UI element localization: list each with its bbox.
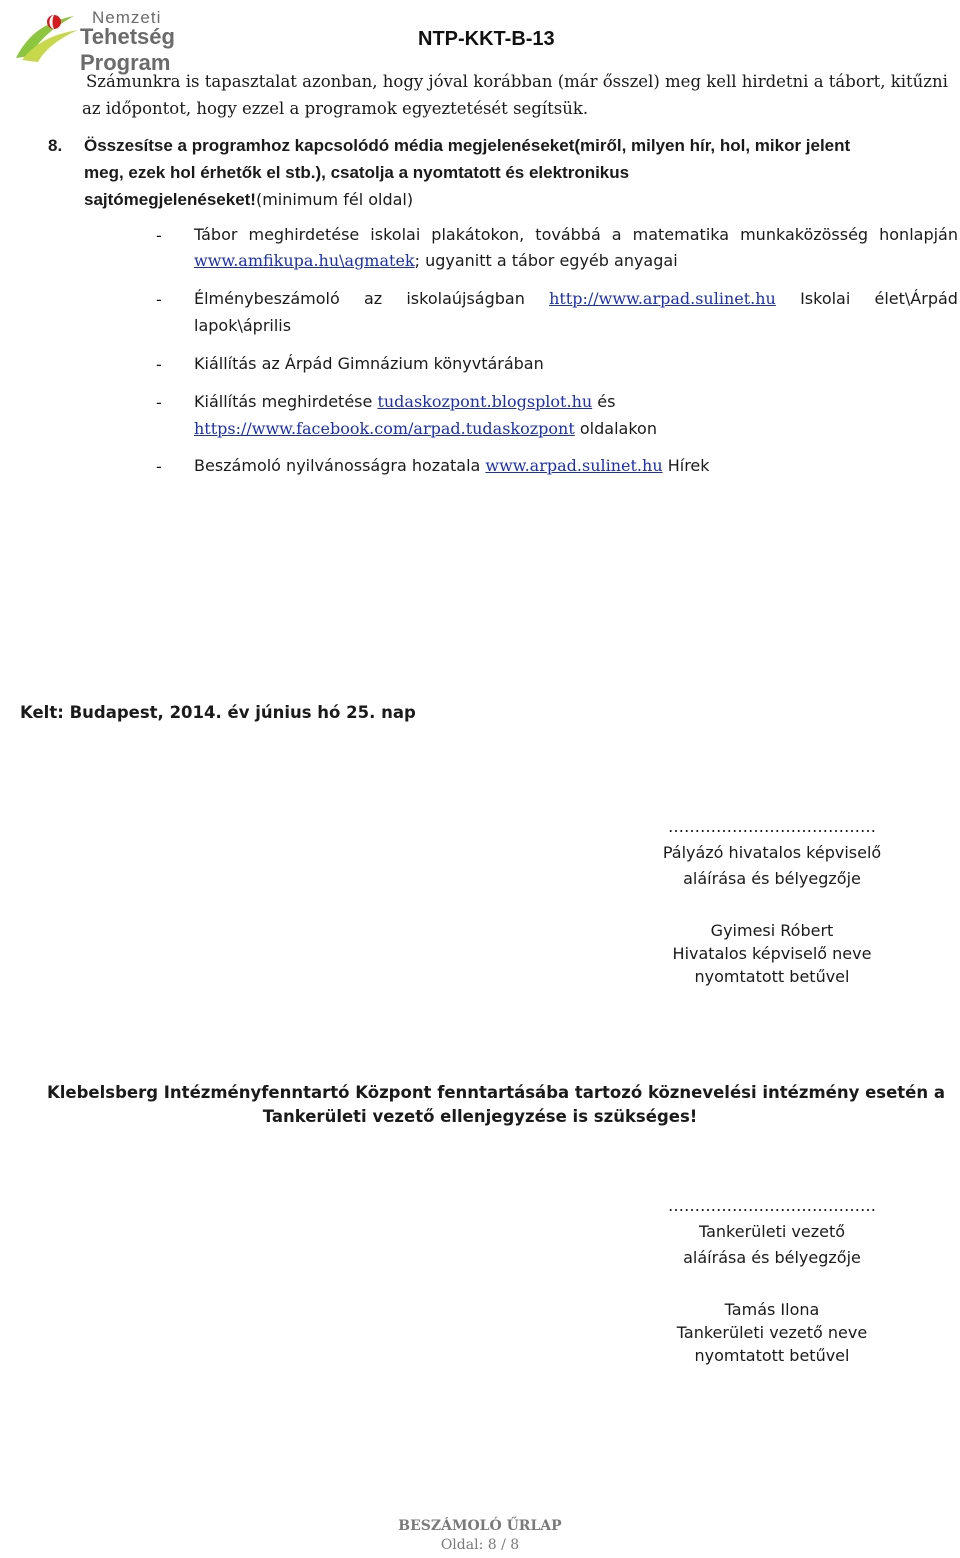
arpad-sulinet-link[interactable]: http://www.arpad.sulinet.hu: [549, 289, 776, 308]
facebook-link[interactable]: https://www.facebook.com/arpad.tudaskozpont: [194, 419, 575, 438]
bullet-4-lead: Kiállítás meghirdetése: [194, 392, 378, 411]
district-leader-role-note: nyomtatott betűvel: [694, 1346, 850, 1365]
question-line-1: Összesítse a programhoz kapcsolódó média megjelenéseket(miről, milyen hír, hol, mikor jelent: [84, 136, 851, 155]
question-line-3-bold: sajtómegjelenéseket!: [84, 190, 256, 209]
footer-page-number: Oldal: 8 / 8: [440, 1537, 520, 1553]
signature-label-2: aláírása és bélyegzője: [683, 1248, 861, 1267]
representative-role: Hivatalos képviselő neve: [672, 944, 872, 963]
bullet-3-text: Kiállítás az Árpád Gimnázium könyvtárában: [194, 354, 544, 373]
bullet-5-lead: Beszámoló nyilvánosságra hozatala: [194, 456, 486, 475]
bullet-2-word-1: Élménybeszámoló: [194, 289, 340, 308]
footer-title: BESZÁMOLÓ ŰRLAP: [398, 1518, 562, 1534]
signature-dots: …………………………………: [668, 817, 876, 836]
signature-label-1: Tankerületi vezető: [698, 1222, 846, 1241]
logo-text-line2: Tehetség Program: [80, 24, 175, 75]
bullet-2-line-2: lapok\április: [194, 316, 292, 335]
question-number: 8.: [48, 136, 63, 155]
date-line: Kelt: Budapest, 2014. év június hó 25. nap: [20, 703, 416, 722]
bullet-2-line-1: [194, 286, 958, 312]
representative-name: Gyimesi Róbert: [710, 921, 834, 940]
logo-text-line1: Nemzeti: [92, 8, 162, 27]
bullet-5-tail: Hírek: [662, 456, 710, 475]
bullet-dash: -: [156, 226, 162, 245]
signature-block-district: [620, 1195, 924, 1367]
bullet-4-line-1: [194, 389, 615, 415]
district-leader-role: Tankerületi vezető neve: [676, 1323, 868, 1342]
bullet-dash: -: [156, 457, 162, 476]
question-line-2: meg, ezek hol érhetők el stb.), csatolja a nyomtatott és elektronikus: [84, 163, 630, 182]
bullet-4-tail: oldalakon: [574, 419, 657, 438]
bullet-1-tail: ; ugyanitt a tábor egyéb anyagai: [414, 251, 678, 270]
bullet-dash: -: [156, 290, 162, 309]
representative-role-note: nyomtatott betűvel: [694, 967, 850, 986]
bullet-2-word-5: élet\Árpád: [874, 289, 958, 308]
bullet-2-word-2: az: [363, 289, 383, 308]
question-line-3: [84, 186, 413, 214]
question-note: (minimum fél oldal): [255, 190, 414, 209]
bullet-2-word-3: iskolaújságban: [406, 289, 525, 308]
bullet-dash: -: [156, 393, 162, 412]
district-leader-name: Tamás Ilona: [724, 1300, 820, 1319]
bullet-4-line-2: [194, 416, 657, 442]
ntp-logo: [12, 8, 252, 75]
intro-line-2: az időpontot, hogy ezzel a programok egyeztetését segítsük.: [82, 99, 589, 118]
document-code: NTP-KKT-B-13: [418, 28, 555, 50]
notice-line-2: Tankerületi vezető ellenjegyzése is szükséges!: [262, 1107, 698, 1126]
signature-label-1: Pályázó hivatalos képviselő: [662, 843, 882, 862]
bullet-1-line-2: [194, 248, 958, 274]
intro-line-1: Számunkra is tapasztalat azonban, hogy jóval korábban (már ősszel) meg kell hirdetni a tábort, kitűzni: [86, 72, 948, 91]
bullet-1-line-1: Tábor meghirdetése iskolai plakátokon, továbbá a matematika munkaközösség honlapján: [194, 225, 958, 244]
leaf-logo-icon: [12, 8, 82, 64]
bullet-4-and: és: [592, 392, 616, 411]
blogspot-link[interactable]: tudaskozpont.blogsplot.hu: [377, 392, 593, 411]
bullet-2-word-4: Iskolai: [800, 289, 851, 308]
arpad-sulinet-news-link[interactable]: www.arpad.sulinet.hu: [485, 456, 663, 475]
amfikupa-link[interactable]: www.amfikupa.hu\agmatek: [194, 251, 415, 270]
notice-line-1: Klebelsberg Intézményfenntartó Központ fenntartásába tartozó köznevelési intézmény esetén a: [46, 1083, 945, 1102]
signature-label-2: aláírása és bélyegzője: [683, 869, 861, 888]
bullet-dash: -: [156, 355, 162, 374]
bullet-5-text: [194, 453, 710, 479]
signature-block-applicant: [620, 816, 924, 988]
notice: [0, 1081, 960, 1129]
signature-dots: …………………………………: [668, 1196, 876, 1215]
